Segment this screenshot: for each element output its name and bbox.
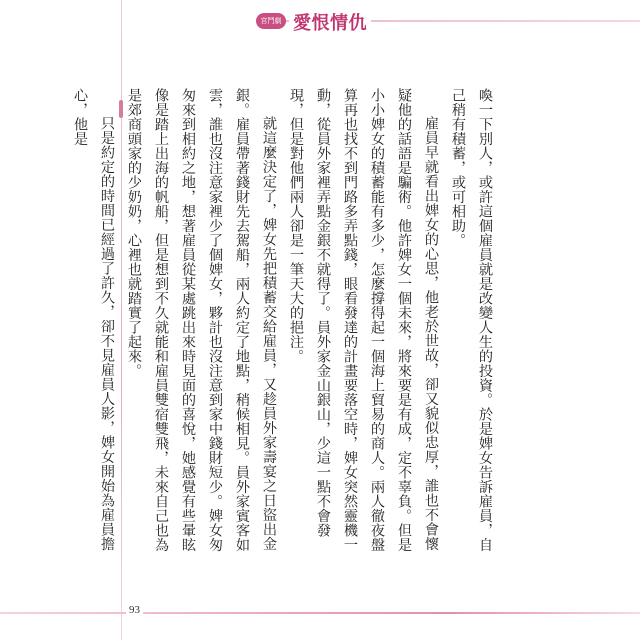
running-title: 愛恨情仇 [289,9,371,35]
paragraph: 就這麼決定了，婢女先把積蓄交給雇員，又趁員外家壽宴之日盜出金銀。雇員帶著錢財先去駕船，兩人約定了地點，稍候相見。員外家賓客如雲，誰也沒注意家裡少了個婢女，夥計也沒注意到家中錢財短少。婢女匆匆來到相約之地，想著雇員從某處跳出來時見面的喜悅，她感覺有些暈眩像是踏上出海的帆船，但是想到不久就能和雇員雙宿雙飛，未來自己也為是郊商頭家的少奶奶，心裡也就踏實了起來。 [126,88,277,552]
page-number: 93 [126,604,143,616]
header-series-badge: 宮鬥劇 [256,13,286,29]
paragraph: 喚一下別人，或許這個雇員就是改變人生的投資。於是婢女告訴雇員，自己稍有積蓄，或可相助。 [450,88,493,552]
paragraph: 只是約定的時間已經過了許久，卻不見雇員人影，婢女開始為雇員擔心，他是 [72,88,115,552]
footer-rule [0,612,640,614]
vertical-body-text [72,88,498,558]
paragraph: 雇員早就看出婢女的心思，他老於世故，卻又貌似忠厚，誰也不會懷疑他的話語是騙術。他許婢女一個未來，將來要是有成，定不辜負。但是小小婢女的積蓄能有多少，怎麼撐得起一個海上貿易的商人。兩人徹夜盤算再也找不到門路多弄點錢，眼看發達的計畫要落空時，婢女突然靈機一動，從員外家裡弄點金銀不就得了。員外家金山銀山，少這一點不會發現，但是對他們兩人卻是一筆天大的挹注。 [288,88,439,552]
